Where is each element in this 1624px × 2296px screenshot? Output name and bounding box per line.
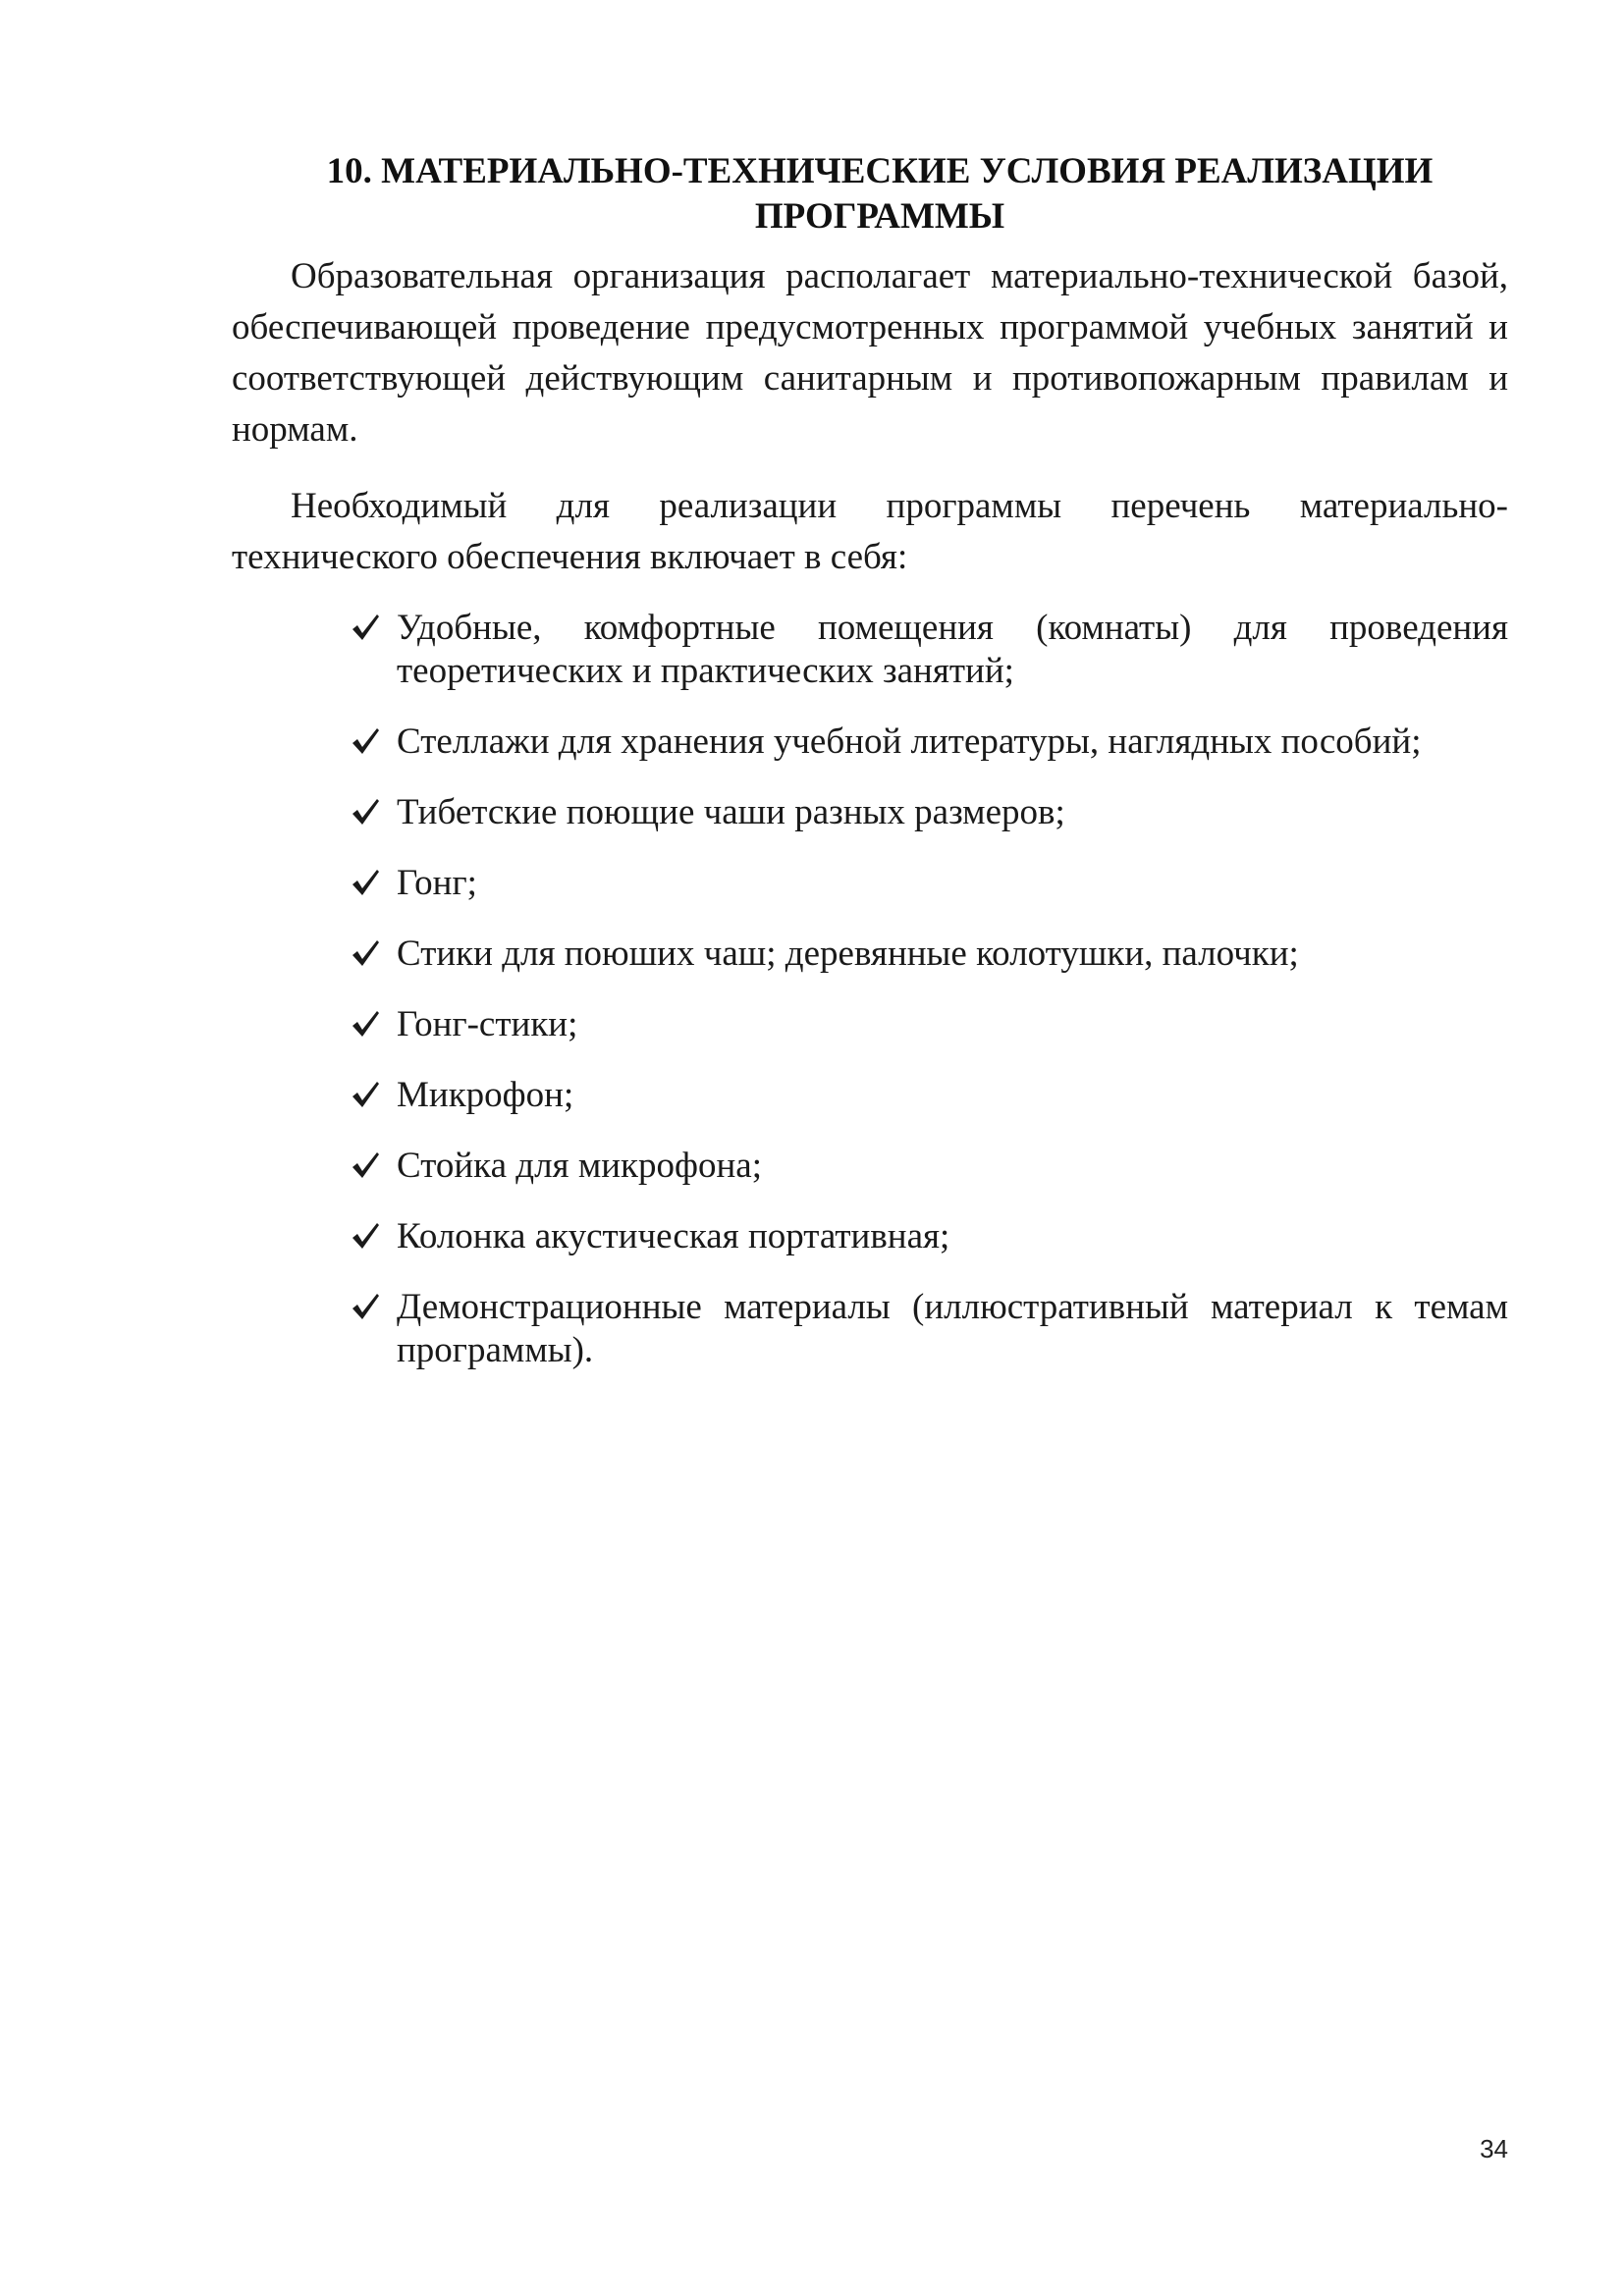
list-item-text: Колонка акустическая портативная; [397,1216,950,1256]
list-item-text: Тибетские поющие чаши разных размеров; [397,792,1065,832]
list-item [350,1286,1508,1372]
check-icon [350,866,381,899]
page-number: 34 [1480,2134,1508,2163]
check-icon [350,724,381,758]
list-item [350,933,1508,976]
check-icon [350,611,381,644]
list-item [350,1074,1508,1117]
list-item-text: Гонг-стики; [397,1004,578,1044]
list-item [350,721,1508,764]
check-icon [350,1007,381,1041]
list-item-text: Стеллажи для хранения учебной литературы, наглядных пособий; [397,721,1422,762]
check-icon [350,1219,381,1253]
list-item [350,1145,1508,1188]
page-title-line-1: 10. МАТЕРИАЛЬНО-ТЕХНИЧЕСКИЕ УСЛОВИЯ РЕАЛИЗАЦИИ [326,151,1434,191]
equipment-list [232,607,1508,1372]
page-title-line-2: ПРОГРАММЫ [754,196,1005,237]
list-item-text: Демонстрационные материалы (иллюстративный материал к темам программы). [397,1287,1508,1370]
paragraph-list-lead: Необходимый для реализации программы перечень материально-технического обеспечения включает в себя: [232,486,1508,577]
list-item-text: Удобные, комфортные помещения (комнаты) для проведения теоретических и практических занятий; [397,608,1508,691]
page-content [232,149,1508,1400]
list-item [350,791,1508,834]
list-item [350,1003,1508,1046]
list-item-text: Микрофон; [397,1075,574,1115]
check-icon [350,1148,381,1182]
check-icon [350,1290,381,1323]
check-icon [350,1078,381,1111]
list-item [350,862,1508,905]
paragraph-intro: Образовательная организация располагает материально-технической базой, обеспечивающей проведение предусмотренных программой учебных занятий и соответствующей действующим санитарным и противопожарным правилам и нормам. [232,256,1508,450]
list-item-text: Стики для поюших чаш; деревянные колотушки, палочки; [397,934,1299,974]
check-icon [350,936,381,970]
check-icon [350,795,381,828]
list-item [350,607,1508,693]
page-title [232,149,1508,240]
list-item-text: Стойка для микрофона; [397,1146,762,1186]
list-item [350,1215,1508,1258]
list-item-text: Гонг; [397,863,477,903]
